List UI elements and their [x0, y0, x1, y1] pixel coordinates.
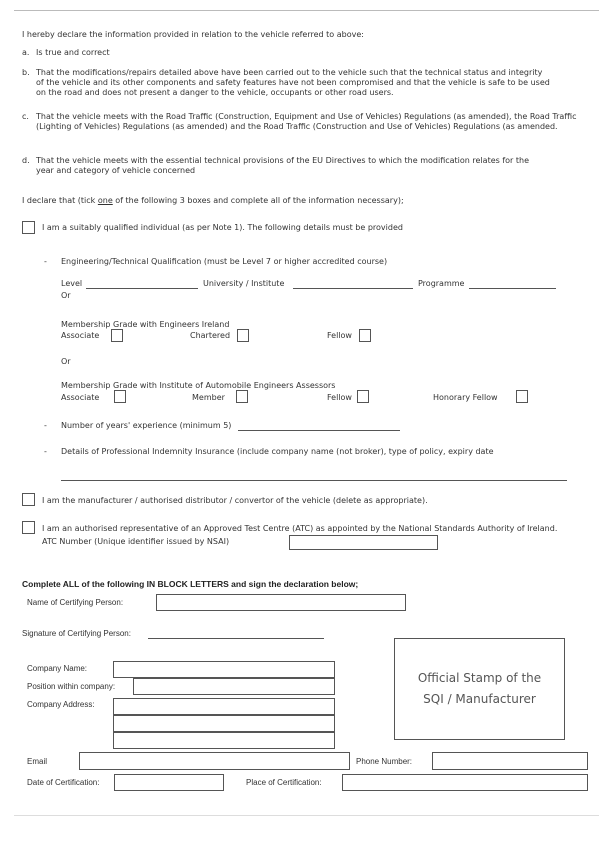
tick-pre: I declare that (tick	[22, 196, 98, 205]
fellow-checkbox[interactable]	[359, 329, 371, 342]
item-b-marker: b.	[22, 68, 30, 77]
option1-checkbox[interactable]	[22, 221, 35, 234]
chartered-label: Chartered	[190, 331, 231, 340]
name-field[interactable]	[156, 594, 406, 611]
bullet-indemnity: -	[44, 447, 47, 456]
signature-field[interactable]	[148, 638, 324, 639]
tick-one: one	[97, 196, 113, 205]
tick-instruction	[22, 196, 404, 206]
phone-label: Phone Number:	[356, 757, 413, 766]
fellow-label: Fellow	[327, 331, 352, 340]
option3-label: I am an authorised representative of an Approved Test Centre (ATC) as appointed by the National Standards Authority of Ireland.	[42, 524, 558, 533]
indemnity-field[interactable]	[61, 480, 567, 481]
name-label: Name of Certifying Person:	[27, 598, 124, 607]
top-rule	[14, 10, 599, 11]
programme-field[interactable]	[469, 288, 556, 289]
item-d-text: That the vehicle meets with the essential technical provisions of the EU Directives to which the modification relates for the year and category of vehicle concerned	[36, 156, 530, 175]
item-c-text: That the vehicle meets with the Road Traffic (Construction, Equipment and Use of Vehicles) Regulations (as amended), the Road Traffic (Lighting of Vehicles) Regulations (as amended) and the Road Traffic (Construction and Use of Vehicles) Regulations (as amended.	[36, 112, 577, 131]
signature-label: Signature of Certifying Person:	[22, 629, 131, 638]
bullet-years: -	[44, 421, 47, 430]
declaration-intro: I hereby declare the information provided in relation to the vehicle referred to above:	[22, 30, 364, 39]
option2-label: I am the manufacturer / authorised distributor / convertor of the vehicle (delete as appropriate).	[42, 496, 428, 505]
associate2-label: Associate	[61, 393, 100, 402]
atc-label: ATC Number (Unique identifier issued by NSAI)	[42, 537, 230, 546]
associate2-checkbox[interactable]	[114, 390, 126, 403]
item-a-marker: a.	[22, 48, 30, 57]
university-label: University / Institute	[203, 279, 285, 288]
university-field[interactable]	[293, 288, 413, 289]
associate-label: Associate	[61, 331, 100, 340]
complete-instruction: Complete ALL of the following IN BLOCK LETTERS and sign the declaration below;	[22, 579, 359, 589]
indemnity-label: Details of Professional Indemnity Insurance (include company name (not broker), type of policy, expiry date	[61, 447, 494, 456]
programme-label: Programme	[418, 279, 465, 288]
address-line-1[interactable]	[113, 698, 335, 715]
option1-label: I am a suitably qualified individual (as per Note 1). The following details must be provided	[42, 223, 403, 232]
place-field[interactable]	[342, 774, 588, 791]
option2-checkbox[interactable]	[22, 493, 35, 506]
item-b-text: That the modifications/repairs detailed above have been carried out to the vehicle such that the technical status and integrity of the vehicle and its other components and safety features have not been compromised and that the vehicle is safe to be used on the road and does not present a danger to the vehicle, occupants or other road users.	[36, 68, 550, 97]
position-label: Position within company:	[27, 682, 116, 691]
fellow2-checkbox[interactable]	[357, 390, 369, 403]
level-label: Level	[61, 279, 83, 288]
company-name-field[interactable]	[113, 661, 335, 678]
or-1: Or	[61, 291, 71, 300]
bullet-eng: -	[44, 257, 47, 266]
years-exp-field[interactable]	[238, 430, 400, 431]
email-field[interactable]	[79, 752, 350, 770]
official-stamp-label: Official Stamp of the SQI / Manufacturer	[417, 671, 542, 706]
email-label: Email	[27, 757, 48, 766]
level-field[interactable]	[86, 288, 198, 289]
date-label: Date of Certification:	[27, 778, 100, 787]
member-label: Member	[192, 393, 225, 402]
or-2: Or	[61, 357, 71, 366]
tick-post: of the following 3 boxes and complete all of the information necessary);	[112, 196, 404, 205]
bottom-rule	[14, 815, 599, 816]
phone-field[interactable]	[432, 752, 588, 770]
years-exp-label: Number of years' experience (minimum 5)	[61, 421, 232, 430]
item-d-marker: d.	[22, 156, 30, 165]
honorary-fellow-label: Honorary Fellow	[433, 393, 498, 402]
eng-qual-label: Engineering/Technical Qualification (must be Level 7 or higher accredited course)	[61, 257, 388, 266]
honorary-fellow-checkbox[interactable]	[516, 390, 528, 403]
mg-iaea-label: Membership Grade with Institute of Automobile Engineers Assessors	[61, 381, 336, 390]
address-line-2[interactable]	[113, 715, 335, 732]
chartered-checkbox[interactable]	[237, 329, 249, 342]
date-field[interactable]	[114, 774, 224, 791]
address-line-3[interactable]	[113, 732, 335, 749]
member-checkbox[interactable]	[236, 390, 248, 403]
company-name-label: Company Name:	[27, 664, 88, 673]
mg-ireland-label: Membership Grade with Engineers Ireland	[61, 320, 230, 329]
option3-checkbox[interactable]	[22, 521, 35, 534]
address-label: Company Address:	[27, 700, 95, 709]
item-a-text: Is true and correct	[36, 48, 110, 57]
place-label: Place of Certification:	[246, 778, 322, 787]
associate-checkbox[interactable]	[111, 329, 123, 342]
fellow2-label: Fellow	[327, 393, 352, 402]
atc-number-field[interactable]	[289, 535, 438, 550]
item-c-marker: c.	[22, 112, 29, 121]
position-field[interactable]	[133, 678, 335, 695]
official-stamp-box	[394, 638, 565, 740]
